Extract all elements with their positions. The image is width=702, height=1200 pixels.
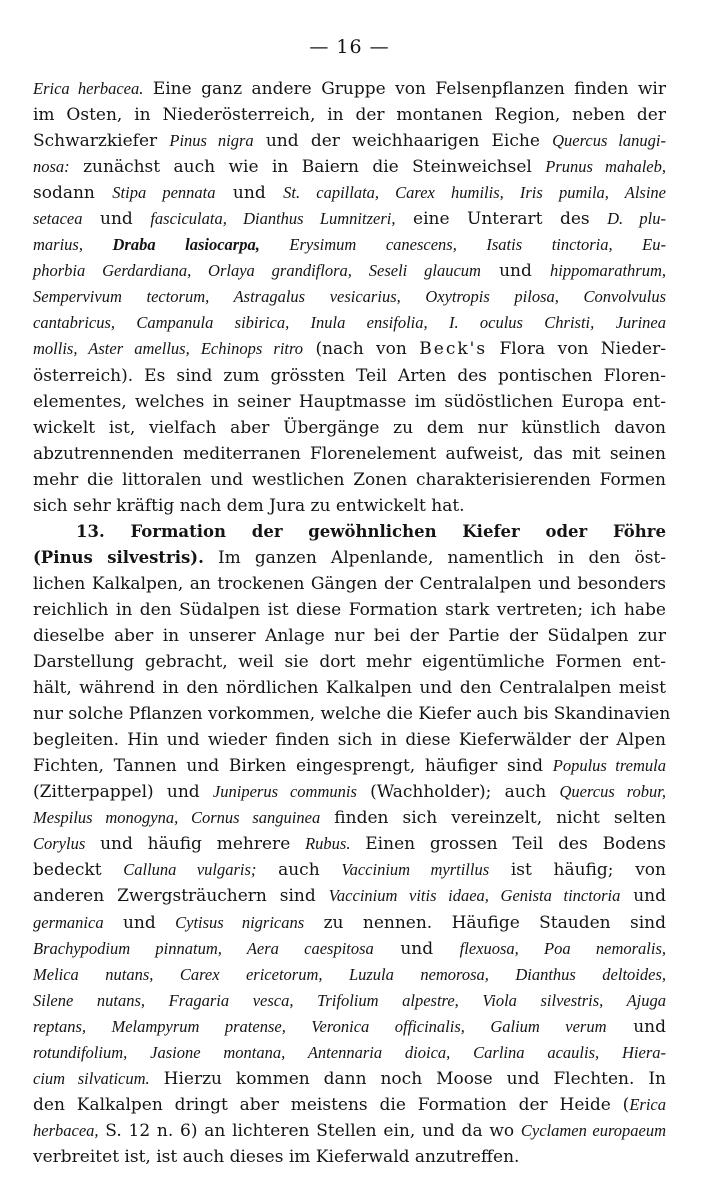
page-number: — 16 —	[309, 36, 390, 58]
italic-text: Vaccinium vitis idaea, Genista tinctoria	[328, 886, 621, 906]
text-line	[33, 623, 666, 649]
text-run: bedeckt	[33, 860, 124, 881]
text-line	[33, 883, 666, 909]
text-run: (Zitterpappel) und	[33, 782, 213, 803]
text-run: lichen Kalkalpen, an trockenen Gängen der Centralalpen und besonders	[33, 573, 666, 594]
text-line	[33, 649, 666, 675]
text-line	[33, 206, 666, 232]
text-line	[33, 284, 666, 310]
italic-text: Populus tremula	[552, 756, 666, 776]
text-line	[33, 1014, 666, 1040]
text-run: und der weichhaarigen Eiche	[253, 131, 553, 152]
text-line	[33, 154, 666, 180]
text-line	[33, 467, 666, 493]
italic-text: Erica herbacea.	[33, 79, 144, 98]
text-run: den Kalkalpen dringt aber meistens die Formation der Heide (	[33, 1094, 630, 1115]
text-line	[33, 545, 666, 571]
text-line	[33, 936, 666, 962]
text-line	[33, 910, 666, 936]
text-line	[33, 441, 666, 467]
text-line	[33, 831, 666, 857]
text-line	[33, 675, 666, 701]
text-line	[33, 962, 666, 988]
text-run: reichlich in den Südalpen ist diese Formation stark vertreten; ich habe	[33, 599, 666, 620]
text-line	[33, 1040, 666, 1066]
text-run: Flora von Nieder-	[487, 339, 666, 360]
text-line	[33, 389, 666, 415]
italic-text: Silene nutans, Fragaria vesca, Trifolium alpestre, Viola silvestris, Ajuga	[33, 990, 666, 1010]
italic-text: cium silvaticum.	[33, 1068, 150, 1088]
section-heading: 13. Formation der gewöhnlichen Kiefer oder Föhre	[76, 521, 666, 541]
text-run: sich sehr kräftig nach dem Jura zu entwickelt hat.	[33, 495, 465, 516]
italic-text: cantabricus, Campanula sibirica, Inula ensifolia, I. oculus Christi, Jurinea	[33, 313, 666, 333]
text-line	[33, 1118, 666, 1144]
text-line	[33, 805, 666, 831]
italic-text: Pinus nigra	[169, 131, 254, 151]
italic-text: Melica nutans, Carex ericetorum, Luzula nemorosa, Dianthus deltoides,	[33, 964, 666, 984]
text-run: abzutrennenden mediterranen Florenelement aufweist, das mit seinen	[33, 443, 666, 464]
text-line	[33, 1144, 666, 1170]
italic-text: Mespilus monogyna, Cornus sanguinea	[33, 808, 321, 828]
text-run: und	[606, 1016, 667, 1037]
italic-text: mollis, Aster amellus, Echinops ritro	[33, 339, 304, 359]
italic-text: reptans, Melampyrum pratense, Veronica officinalis, Galium verum	[33, 1016, 607, 1036]
text-run: elementes, welches in seiner Hauptmasse im südöstlichen Europa ent-	[33, 391, 666, 412]
italic-text: phorbia Gerdardiana, Orlaya grandiflora, Seseli glaucum	[33, 261, 481, 281]
section-heading: (Pinus silvestris).	[33, 547, 204, 567]
text-run: und	[82, 209, 151, 230]
italic-text: Juniperus communis	[212, 782, 357, 802]
italic-text: Cyclamen europaeum	[520, 1120, 666, 1140]
text-line	[33, 727, 666, 753]
text-run: auch	[256, 860, 342, 881]
text-run: eine Unterart des	[395, 209, 608, 230]
text-run: und	[103, 912, 176, 933]
italic-text: fasciculata, Dianthus Lumnitzeri,	[150, 209, 396, 229]
italic-text: Erica	[629, 1094, 666, 1114]
text-run: zu nennen. Häufige Stauden sind	[304, 912, 666, 933]
italic-text: marius,	[33, 235, 113, 255]
text-run: zunächst auch wie in Baiern die Steinweichsel	[69, 157, 546, 178]
text-run: sodann	[33, 183, 113, 204]
body-text	[33, 76, 671, 1170]
text-line	[33, 415, 666, 441]
italic-text: Brachypodium pinnatum, Aera caespitosa	[33, 938, 374, 958]
text-run: und häufig mehrere	[85, 834, 306, 855]
text-run: S. 12 n. 6) an lichteren Stellen ein, und da wo	[98, 1120, 521, 1141]
text-run: dieselbe aber in unserer Anlage nur bei der Partie der Südalpen zur	[33, 625, 666, 646]
italic-text: Corylus	[33, 834, 86, 854]
text-run: hält, während in den nördlichen Kalkalpen und den Centralalpen meist	[33, 678, 666, 699]
text-run: im Osten, in Niederösterreich, in der montanen Region, neben der	[33, 105, 666, 126]
spaced-text: Beck's	[419, 339, 488, 360]
italic-text: germanica	[33, 912, 104, 932]
text-run: Eine ganz andere Gruppe von Felsenpflanzen finden wir	[143, 79, 666, 99]
text-line	[33, 779, 666, 805]
text-run: begleiten. Hin und wieder finden sich in diese Kieferwälder der Alpen	[33, 730, 666, 751]
italic-text: D. plu-	[607, 209, 667, 229]
text-line	[33, 571, 666, 597]
text-run: österreich). Es sind zum grössten Teil Arten des pontischen Floren-	[33, 365, 666, 386]
text-run: Im ganzen Alpenlande, namentlich in den öst-	[203, 547, 666, 568]
italic-text: St. capillata, Carex humilis, Iris pumila, Alsine	[283, 183, 666, 203]
text-run: wickelt ist, vielfach aber Übergänge zu dem nur künstlich davon	[33, 417, 666, 438]
text-line	[33, 180, 666, 206]
text-line	[33, 701, 671, 727]
book-page	[33, 34, 671, 1170]
italic-text: Rubus.	[305, 834, 351, 854]
text-line	[33, 753, 666, 779]
text-run: und	[620, 886, 667, 907]
italic-text: Quercus robur,	[559, 782, 666, 802]
text-run: Hierzu kommen dann noch Moose und Flechten. In	[149, 1068, 666, 1089]
text-run: und	[373, 938, 460, 959]
bold-italic-text: Draba lasiocarpa,	[112, 235, 260, 255]
italic-text: nosa:	[33, 157, 70, 177]
text-line	[33, 857, 666, 883]
text-line	[33, 128, 666, 154]
italic-text: rotundifolium, Jasione montana, Antennaria dioica, Carlina acaulis, Hiera-	[33, 1042, 666, 1062]
text-run: (nach von	[303, 339, 420, 360]
italic-text: Cytisus nigricans	[175, 912, 305, 932]
italic-text: setacea	[33, 209, 83, 229]
italic-text: Prunus mahaleb,	[545, 157, 666, 177]
text-line	[33, 363, 666, 389]
text-line	[33, 519, 666, 545]
text-run: verbreitet ist, ist auch dieses im Kieferwald anzutreffen.	[33, 1146, 520, 1167]
text-line	[33, 310, 666, 336]
text-run: mehr die littoralen und westlichen Zonen charakterisierenden Formen	[33, 469, 666, 490]
text-run: Darstellung gebracht, weil sie dort mehr eigentümliche Formen ent-	[33, 652, 666, 673]
text-line	[33, 102, 666, 128]
text-run: Fichten, Tannen und Birken eingesprengt, häufiger sind	[33, 756, 553, 777]
text-run: Schwarzkiefer	[33, 131, 170, 152]
text-run: ist häufig; von	[489, 860, 666, 881]
text-run: anderen Zwergsträuchern sind	[33, 886, 329, 907]
text-run: und	[480, 261, 551, 282]
text-line	[33, 597, 666, 623]
italic-text: herbacea,	[33, 1120, 99, 1140]
italic-text: Calluna vulgaris;	[123, 860, 257, 880]
italic-text: Vaccinium myrtillus	[341, 860, 490, 880]
text-run: finden sich vereinzelt, nicht selten	[320, 808, 666, 829]
italic-text: Quercus lanugi-	[552, 131, 666, 151]
text-run: Einen grossen Teil des Bodens	[350, 834, 666, 855]
italic-text: Stipa pennata	[112, 183, 216, 203]
italic-text: hippomarathrum,	[550, 261, 666, 281]
text-line	[33, 493, 666, 519]
text-line	[33, 1066, 666, 1092]
text-line	[33, 336, 666, 362]
italic-text: Erysimum canescens, Isatis tinctoria, Eu-	[259, 235, 667, 255]
text-run: nur solche Pflanzen vorkommen, welche die Kiefer auch bis Skandinavien	[33, 704, 671, 725]
text-run: (Wachholder); auch	[356, 782, 560, 803]
text-line	[33, 988, 666, 1014]
text-line	[33, 1092, 666, 1118]
text-line	[33, 232, 666, 258]
text-line	[33, 258, 666, 284]
text-line	[33, 76, 666, 102]
italic-text: Sempervivum tectorum, Astragalus vesicarius, Oxytropis pilosa, Convolvulus	[33, 287, 666, 307]
italic-text: flexuosa, Poa nemoralis,	[459, 938, 666, 958]
text-run: und	[215, 183, 284, 204]
